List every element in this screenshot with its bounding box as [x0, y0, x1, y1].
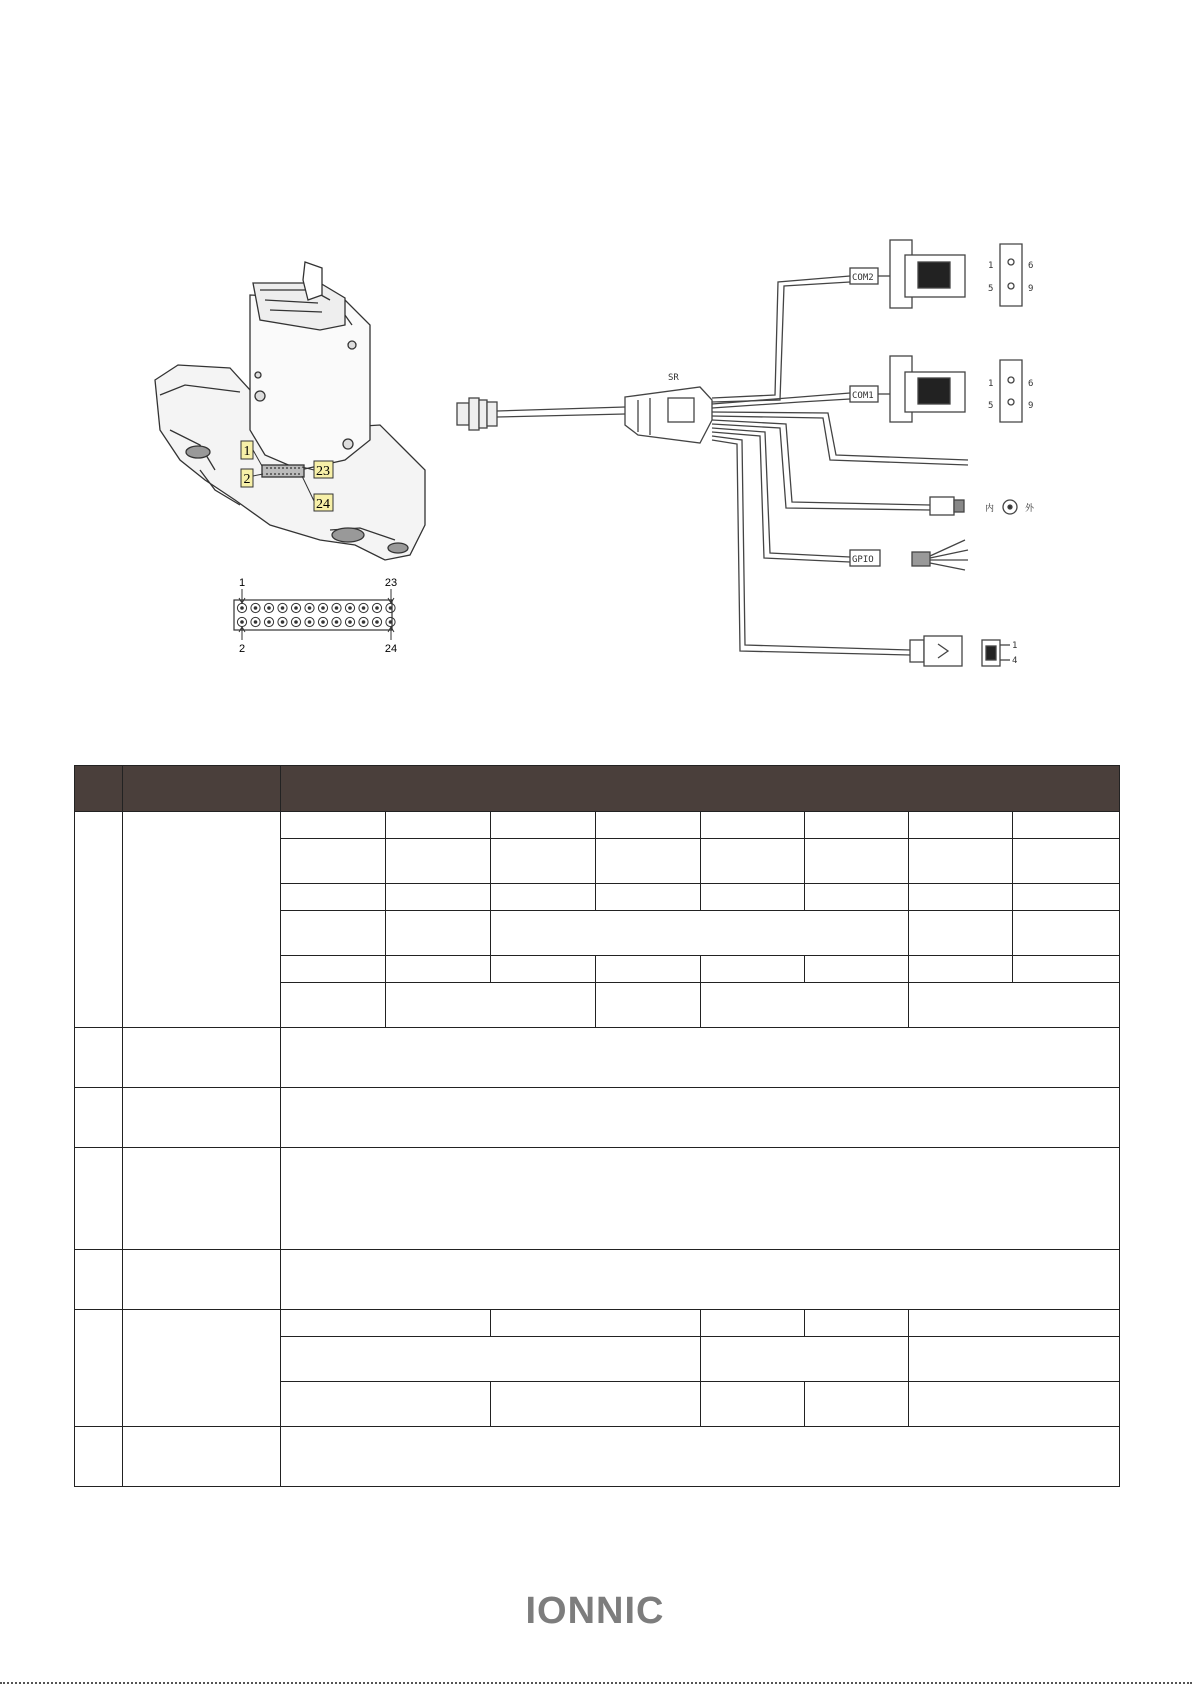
- pin-label-1: 1: [238, 577, 246, 589]
- pin-center: [335, 606, 339, 610]
- pin-center: [294, 620, 298, 624]
- svg-text:1: 1: [1012, 641, 1018, 651]
- svg-text:IONNIC: IONNIC: [525, 1590, 665, 1630]
- pin-label-24: 24: [384, 643, 398, 655]
- svg-text:24: 24: [316, 497, 330, 512]
- pin-center: [348, 606, 352, 610]
- table-row: [75, 1310, 1120, 1337]
- svg-text:1: 1: [988, 379, 994, 389]
- svg-text:2: 2: [243, 472, 251, 487]
- svg-text:4: 4: [1012, 656, 1018, 666]
- cradle-illustration: [155, 262, 425, 560]
- cable-assembly: [457, 240, 1035, 666]
- pin-center: [321, 620, 325, 624]
- header-cell-no: [75, 766, 123, 812]
- pin-center: [254, 620, 258, 624]
- com1-tag: COM1: [852, 391, 874, 401]
- pin-center: [335, 620, 339, 624]
- spec-table: [74, 765, 1120, 1487]
- svg-text:23: 23: [316, 464, 330, 479]
- svg-text:内: 内: [985, 504, 995, 514]
- ionnic-logo: [505, 1590, 685, 1630]
- svg-text:1: 1: [988, 261, 994, 271]
- pin-center: [240, 620, 244, 624]
- pin-center: [362, 606, 366, 610]
- pin-center: [362, 620, 366, 624]
- com2-pinout: [988, 244, 1033, 306]
- pin-header-diagram: [234, 577, 397, 655]
- svg-text:外: 外: [1025, 504, 1035, 514]
- svg-text:6: 6: [1028, 261, 1034, 271]
- pin-label-2: 2: [238, 643, 246, 655]
- table-row: [75, 1028, 1120, 1088]
- svg-text:9: 9: [1028, 284, 1034, 294]
- table-row: [75, 812, 1120, 839]
- splitter-tag: SR: [668, 373, 679, 383]
- svg-text:5: 5: [988, 284, 994, 294]
- pin-center: [254, 606, 258, 610]
- pin-label-23: 23: [384, 577, 398, 589]
- table-row: [75, 1088, 1120, 1148]
- gpio-tag: GPIO: [852, 555, 874, 565]
- pin-center: [375, 606, 379, 610]
- pin-center: [389, 606, 393, 610]
- pin-center: [281, 606, 285, 610]
- table-row: [75, 1250, 1120, 1310]
- audio-jack-pinout: [985, 500, 1035, 514]
- pin-center: [267, 606, 271, 610]
- pin-center: [267, 620, 271, 624]
- table-row: [75, 1148, 1120, 1250]
- svg-text:5: 5: [988, 401, 994, 411]
- pin-center: [240, 606, 244, 610]
- header-cell-spec: [281, 766, 1120, 812]
- svg-text:6: 6: [1028, 379, 1034, 389]
- svg-text:9: 9: [1028, 401, 1034, 411]
- pin-center: [308, 620, 312, 624]
- com1-db9-connector: [878, 356, 965, 422]
- com1-pinout: [988, 360, 1033, 422]
- com2-tag: COM2: [852, 273, 874, 283]
- pin-center: [294, 606, 298, 610]
- pin-center: [308, 606, 312, 610]
- table-header-row: [75, 766, 1120, 812]
- pin-center: [389, 620, 393, 624]
- svg-text:1: 1: [243, 444, 251, 459]
- pin-center: [348, 620, 352, 624]
- header-cell-item: [123, 766, 281, 812]
- pin-center: [321, 606, 325, 610]
- table-row: [75, 1427, 1120, 1487]
- pin-center: [281, 620, 285, 624]
- pin-center: [375, 620, 379, 624]
- footer-divider: [0, 1682, 1192, 1684]
- usb-pinout: [982, 640, 1017, 666]
- cradle-cable-diagram: [0, 0, 1192, 700]
- com2-db9-connector: [878, 240, 965, 308]
